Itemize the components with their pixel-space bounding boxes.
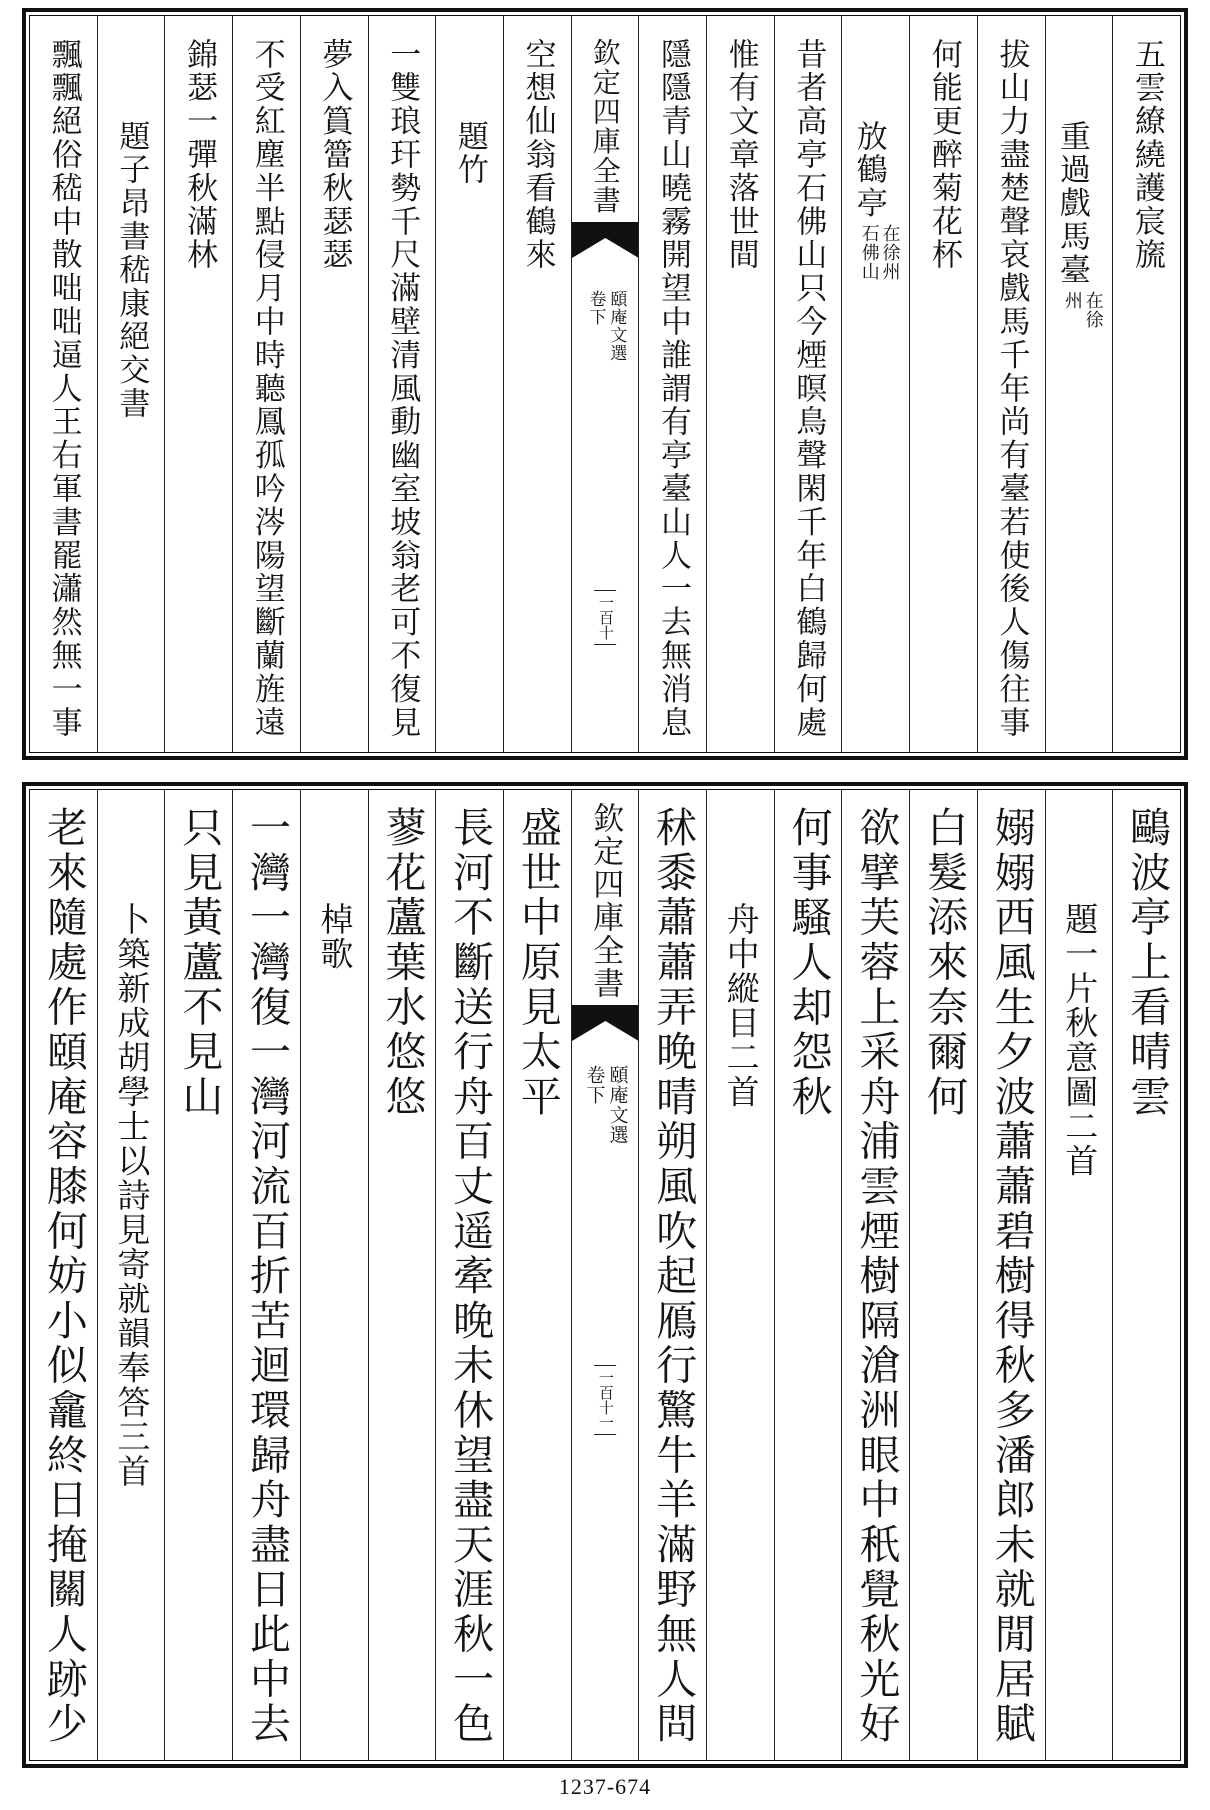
volume-label: 卷下: [583, 1065, 606, 1105]
poem-title: 舟中縱目二首: [721, 902, 761, 1109]
text-column: [909, 790, 977, 1760]
book-title: [584, 1065, 627, 1145]
title-note: 在徐州石佛山: [858, 224, 901, 282]
footer-code: 1237-674: [558, 1774, 652, 1799]
verse-line: 空想仙翁看鶴來: [519, 38, 556, 272]
text-column: [300, 16, 368, 752]
text-column: [774, 790, 842, 1760]
text-column: [503, 16, 571, 752]
verse-line: 何能更醉菊花杯: [925, 38, 962, 272]
book-title: [586, 290, 625, 362]
text-column: [706, 16, 774, 752]
verse-line: 嫋嫋西風生夕波蕭蕭碧樹得秋多潘郎未就閒居賦: [987, 806, 1036, 1747]
fishtail-mark: [572, 222, 639, 260]
poem-title: [852, 120, 899, 284]
page-top: [22, 8, 1188, 760]
poem-title: 卜築新成胡學士以詩見寄就韻奉答三首: [112, 902, 152, 1489]
poem-title: 題子昂書嵇康絕交書: [113, 120, 150, 421]
verse-line: 長河不斷送行舟百丈遥牽晚未休望盡天涯秋一色: [446, 806, 495, 1747]
book-name: 頤庵文選: [606, 290, 627, 362]
center-header: 欽定四庫全書: [588, 38, 622, 215]
text-column: [232, 790, 300, 1760]
text-column: [30, 16, 97, 752]
verse-line: 一雙琅玕勢千尺滿壁清風動幽室坡翁老可不復見: [384, 38, 421, 740]
volume-label: 卷下: [585, 290, 606, 326]
verse-line: 惟有文章落世間: [722, 38, 759, 272]
page-bottom: [22, 782, 1188, 1768]
center-header: 欽定四庫全書: [587, 802, 624, 1000]
verse-line: 何事騷人却怨秋: [784, 806, 833, 1120]
verse-line: 白髮添來奈爾何: [920, 806, 969, 1120]
poem-title: 棹歌: [315, 902, 355, 971]
text-column: [909, 16, 977, 752]
text-column: [368, 790, 436, 1760]
poem-title-text: 重過戲馬臺: [1053, 120, 1090, 287]
poem-title: 題一片秋意圖二首: [1060, 902, 1100, 1178]
verse-line: 飄飄絕俗嵇中散咄咄逼人王右軍書罷瀟然無一事: [45, 38, 82, 740]
verse-line: 夢入篔簹秋瑟瑟: [316, 38, 353, 272]
verse-line: 隱隱青山曉霧開望中誰謂有亭臺山人一去無消息: [655, 38, 691, 740]
fishtail-mark: [572, 1005, 639, 1043]
text-column: [977, 16, 1045, 752]
verse-line: 鷗波亭上看晴雲: [1123, 806, 1172, 1120]
page-bottom-frame: [29, 789, 1181, 1761]
text-column: [1112, 790, 1180, 1760]
text-column: [164, 790, 232, 1760]
poem-title: 題竹: [451, 120, 488, 187]
text-column: [435, 16, 503, 752]
verse-line: 昔者高亭石佛山只今煙暝鳥聲閑千年白鶴歸何處: [790, 38, 827, 740]
text-column: [841, 16, 909, 752]
text-column: [503, 790, 571, 1760]
verse-line: 錦瑟一彈秋滿林: [181, 38, 218, 272]
page-number: [594, 590, 616, 649]
center-fold-column: [571, 790, 639, 1760]
center-fold-column: [571, 16, 639, 752]
text-column: [1045, 790, 1113, 1760]
text-column: [164, 16, 232, 752]
text-column: [774, 16, 842, 752]
text-column: [97, 16, 165, 752]
verse-line: 蓼花蘆葉水悠悠: [378, 806, 427, 1120]
text-column: [368, 16, 436, 752]
verse-line: 老來隨處作頤庵容膝何妨小似龕終日掩關人跡少: [39, 806, 88, 1747]
verse-line: 拔山力盡楚聲哀戲馬千年尚有臺若使後人傷往事: [993, 38, 1030, 740]
verse-line: 欲擘芙蓉上采舟浦雲煙樹隔滄洲眼中秖覺秋光好: [852, 806, 901, 1747]
verse-line: 不受紅塵半點侵月中時聽鳳孤吟涔陽望斷蘭旌遠: [248, 38, 285, 740]
text-column: [300, 790, 368, 1760]
text-column: [977, 790, 1045, 1760]
text-column: [30, 790, 97, 1760]
page-number: [594, 1365, 616, 1439]
page-number-text: 一百十一: [594, 1365, 616, 1435]
verse-line: 秫黍蕭蕭弄晚晴朔風吹起鴈行驚牛羊滿野無人問: [649, 806, 698, 1747]
text-column: [97, 790, 165, 1760]
verse-line: 盛世中原見太平: [513, 806, 562, 1120]
poem-title: [1055, 120, 1102, 331]
text-column: [841, 790, 909, 1760]
verse-line: 一灣一灣復一灣河流百折苦迴環歸舟盡日此中去: [243, 806, 292, 1747]
text-column: [1045, 16, 1113, 752]
text-column: [706, 790, 774, 1760]
poem-title-text: 放鶴亭: [850, 120, 887, 221]
verse-line: 只見黃蘆不見山: [175, 806, 224, 1120]
text-column: [435, 790, 503, 1760]
page-number-text: 一百十: [594, 590, 616, 645]
title-note: 在徐州: [1061, 291, 1104, 329]
text-column: [638, 790, 706, 1760]
text-column: [638, 16, 706, 752]
text-column: [1112, 16, 1180, 752]
text-column: [232, 16, 300, 752]
verse-line: 五雲繚繞護宸旒: [1128, 38, 1165, 272]
book-name: 頤庵文選: [606, 1065, 629, 1145]
page-top-frame: [29, 15, 1181, 753]
